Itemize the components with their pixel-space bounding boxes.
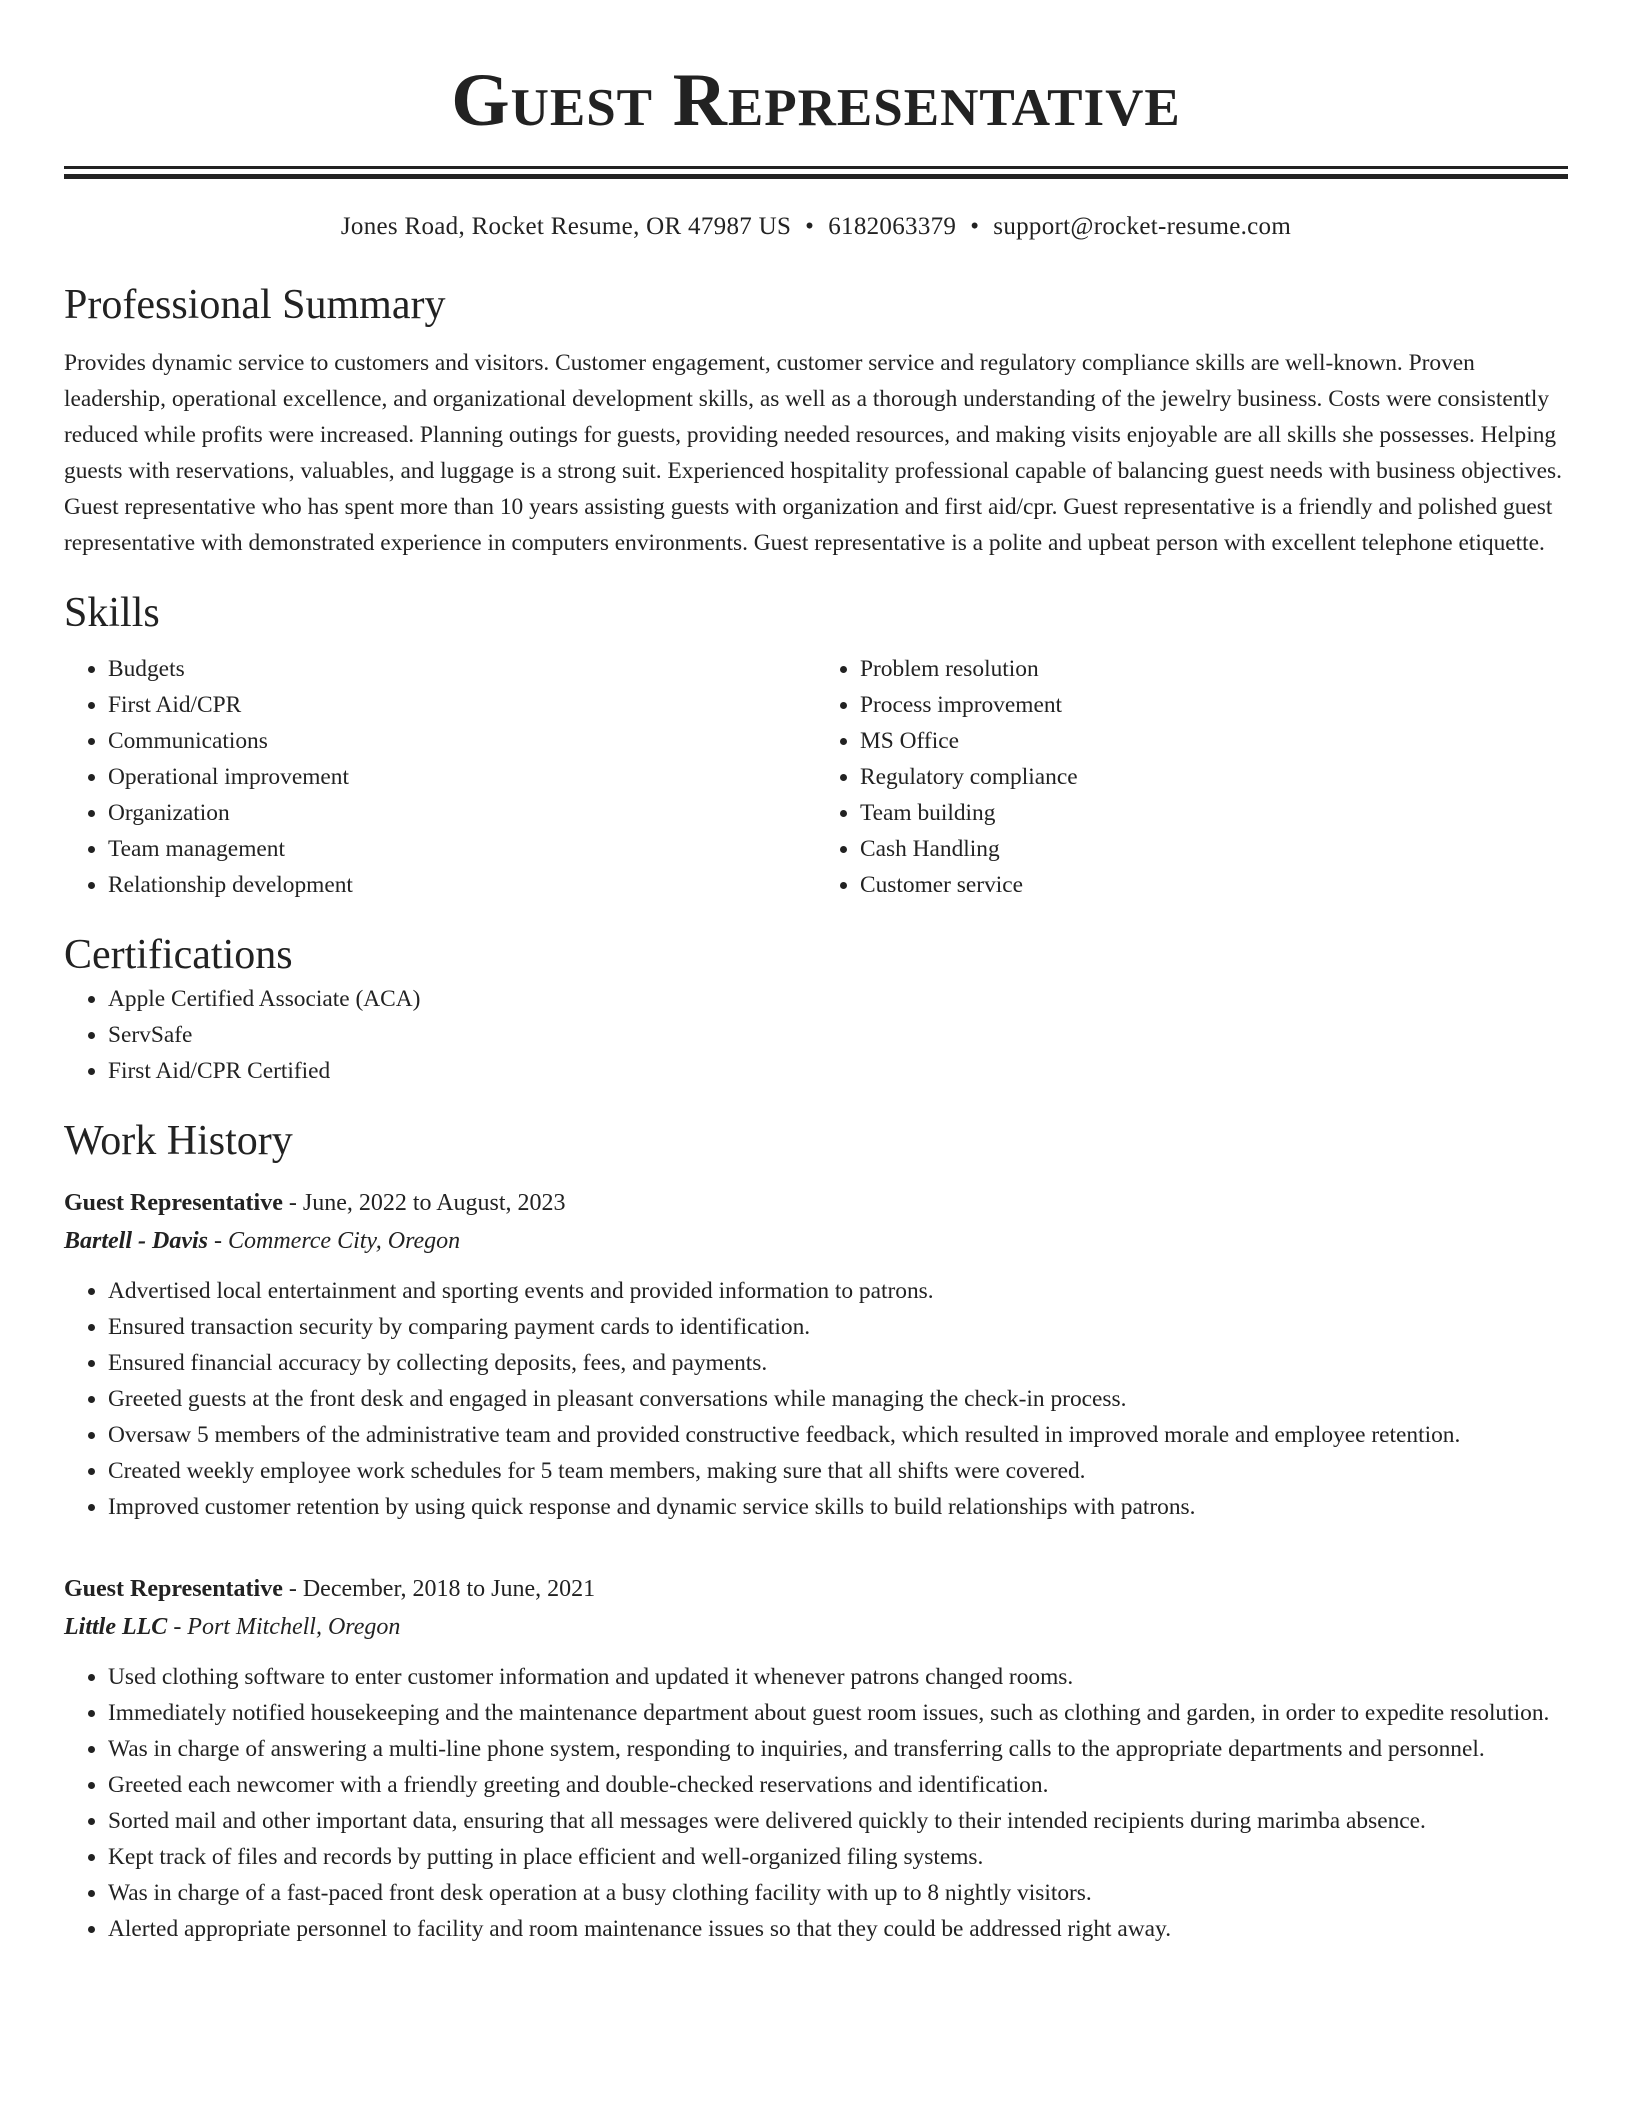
job-dates: - June, 2022 to August, 2023: [282, 1190, 566, 1216]
skill-item: • Cash Handling: [860, 831, 1568, 867]
contact-email: support@rocket-resume.com: [993, 213, 1292, 240]
job-duty: • Created weekly employee work schedules for 5 team members, making sure that all shifts were covered.: [108, 1453, 1568, 1489]
skill-item: • Relationship development: [108, 867, 816, 903]
summary-text: Provides dynamic service to customers and visitors. Customer engagement, customer service and regulatory compliance skills are well-known. Proven leadership, operational excellence, and organizational development skills, as well as a thorough understanding of the jewelry business. Costs were consistently reduced while profits were increased. Planning outings for guests, providing needed resources, and making visits enjoyable are all skills she possesses. Helping guests with reservations, valuables, and luggage is a strong suit. Experienced hospitality professional capable of balancing guest needs with business objectives. Guest representative who has spent more than 10 years assisting guests with organization and first aid/cpr. Guest representative is a friendly and polished guest representative with demonstrated experience in computers environments. Guest representative is a polite and upbeat person with excellent telephone etiquette.: [64, 350, 1562, 556]
job-location: - Port Mitchell, Oregon: [167, 1614, 401, 1640]
skill-item: • Customer service: [860, 867, 1568, 903]
job-duty: • Kept track of files and records by putting in place efficient and well-organized filing systems.: [108, 1839, 1568, 1875]
job-duty: • Alerted appropriate personnel to facility and room maintenance issues so that they could be addressed right away.: [108, 1911, 1568, 1947]
job-duty: • Improved customer retention by using quick response and dynamic service skills to build relationships with patrons.: [108, 1489, 1568, 1525]
job-company-line: [64, 1221, 1568, 1261]
skill-item: • Communications: [108, 723, 816, 759]
certification-item: • ServSafe: [108, 1017, 1568, 1053]
work-history-heading: Work History: [64, 1118, 293, 1164]
job-company-line: [64, 1607, 1568, 1647]
contact-address: Jones Road, Rocket Resume, OR 47987 US: [340, 213, 792, 240]
job-header: [64, 1571, 1568, 1607]
skill-item: • Operational improvement: [108, 759, 816, 795]
job-duty: • Used clothing software to enter customer information and updated it whenever patrons changed rooms.: [108, 1659, 1568, 1695]
job-duty: • Greeted guests at the front desk and engaged in pleasant conversations while managing the check-in process.: [108, 1381, 1568, 1417]
skill-item: • MS Office: [860, 723, 1568, 759]
job-duty: • Advertised local entertainment and sporting events and provided information to patrons.: [108, 1273, 1568, 1309]
job-duty: • Ensured financial accuracy by collecting deposits, fees, and payments.: [108, 1345, 1568, 1381]
job-duties: [64, 1659, 1568, 1947]
job-duty: • Sorted mail and other important data, ensuring that all messages were delivered quickly to their intended recipients during marimba absence.: [108, 1803, 1568, 1839]
contact-separator: •: [805, 213, 815, 240]
job-header: [64, 1185, 1568, 1221]
job-duty: • Oversaw 5 members of the administrative team and provided constructive feedback, which resulted in improved morale and employee retention.: [108, 1417, 1568, 1453]
skill-item: • Process improvement: [860, 687, 1568, 723]
skill-item: • Problem resolution: [860, 651, 1568, 687]
certifications-list: [64, 981, 1568, 1089]
skills-heading: Skills: [64, 590, 160, 636]
job-entry: [64, 1185, 1568, 1525]
contact-line: [64, 211, 1568, 243]
job-duty: • Ensured transaction security by comparing payment cards to identification.: [108, 1309, 1568, 1345]
certification-item: • Apple Certified Associate (ACA): [108, 981, 1568, 1017]
job-dates: - December, 2018 to June, 2021: [282, 1576, 596, 1602]
contact-separator: •: [970, 213, 980, 240]
summary-heading: Professional Summary: [64, 282, 446, 328]
header-divider: [64, 166, 1568, 179]
job-duty: • Was in charge of a fast-paced front desk operation at a busy clothing facility with up to 8 nightly visitors.: [108, 1875, 1568, 1911]
job-entry: [64, 1571, 1568, 1947]
skills-grid: [64, 651, 1568, 903]
skill-item: • Budgets: [108, 651, 816, 687]
contact-phone: 6182063379: [828, 213, 957, 240]
job-role: Guest Representative: [64, 1576, 283, 1602]
skill-item: • First Aid/CPR: [108, 687, 816, 723]
certification-item: • First Aid/CPR Certified: [108, 1053, 1568, 1089]
skill-item: • Team building: [860, 795, 1568, 831]
skills-list-right: [816, 651, 1568, 903]
job-duties: [64, 1273, 1568, 1525]
job-role: Guest Representative: [64, 1190, 283, 1216]
candidate-name: Guest Representative: [451, 59, 1181, 142]
certifications-heading: Certifications: [64, 932, 293, 978]
job-duty: • Greeted each newcomer with a friendly greeting and double-checked reservations and identification.: [108, 1767, 1568, 1803]
job-company: Bartell - Davis: [64, 1228, 208, 1254]
job-location: - Commerce City, Oregon: [208, 1228, 461, 1254]
skill-item: • Team management: [108, 831, 816, 867]
skills-list-left: [64, 651, 816, 903]
skill-item: • Regulatory compliance: [860, 759, 1568, 795]
job-duty: • Immediately notified housekeeping and the maintenance department about guest room issues, such as clothing and garden, in order to expedite resolution.: [108, 1695, 1568, 1731]
job-company: Little LLC: [64, 1614, 168, 1640]
skill-item: • Organization: [108, 795, 816, 831]
job-duty: • Was in charge of answering a multi-line phone system, responding to inquiries, and transferring calls to the appropriate departments and personnel.: [108, 1731, 1568, 1767]
